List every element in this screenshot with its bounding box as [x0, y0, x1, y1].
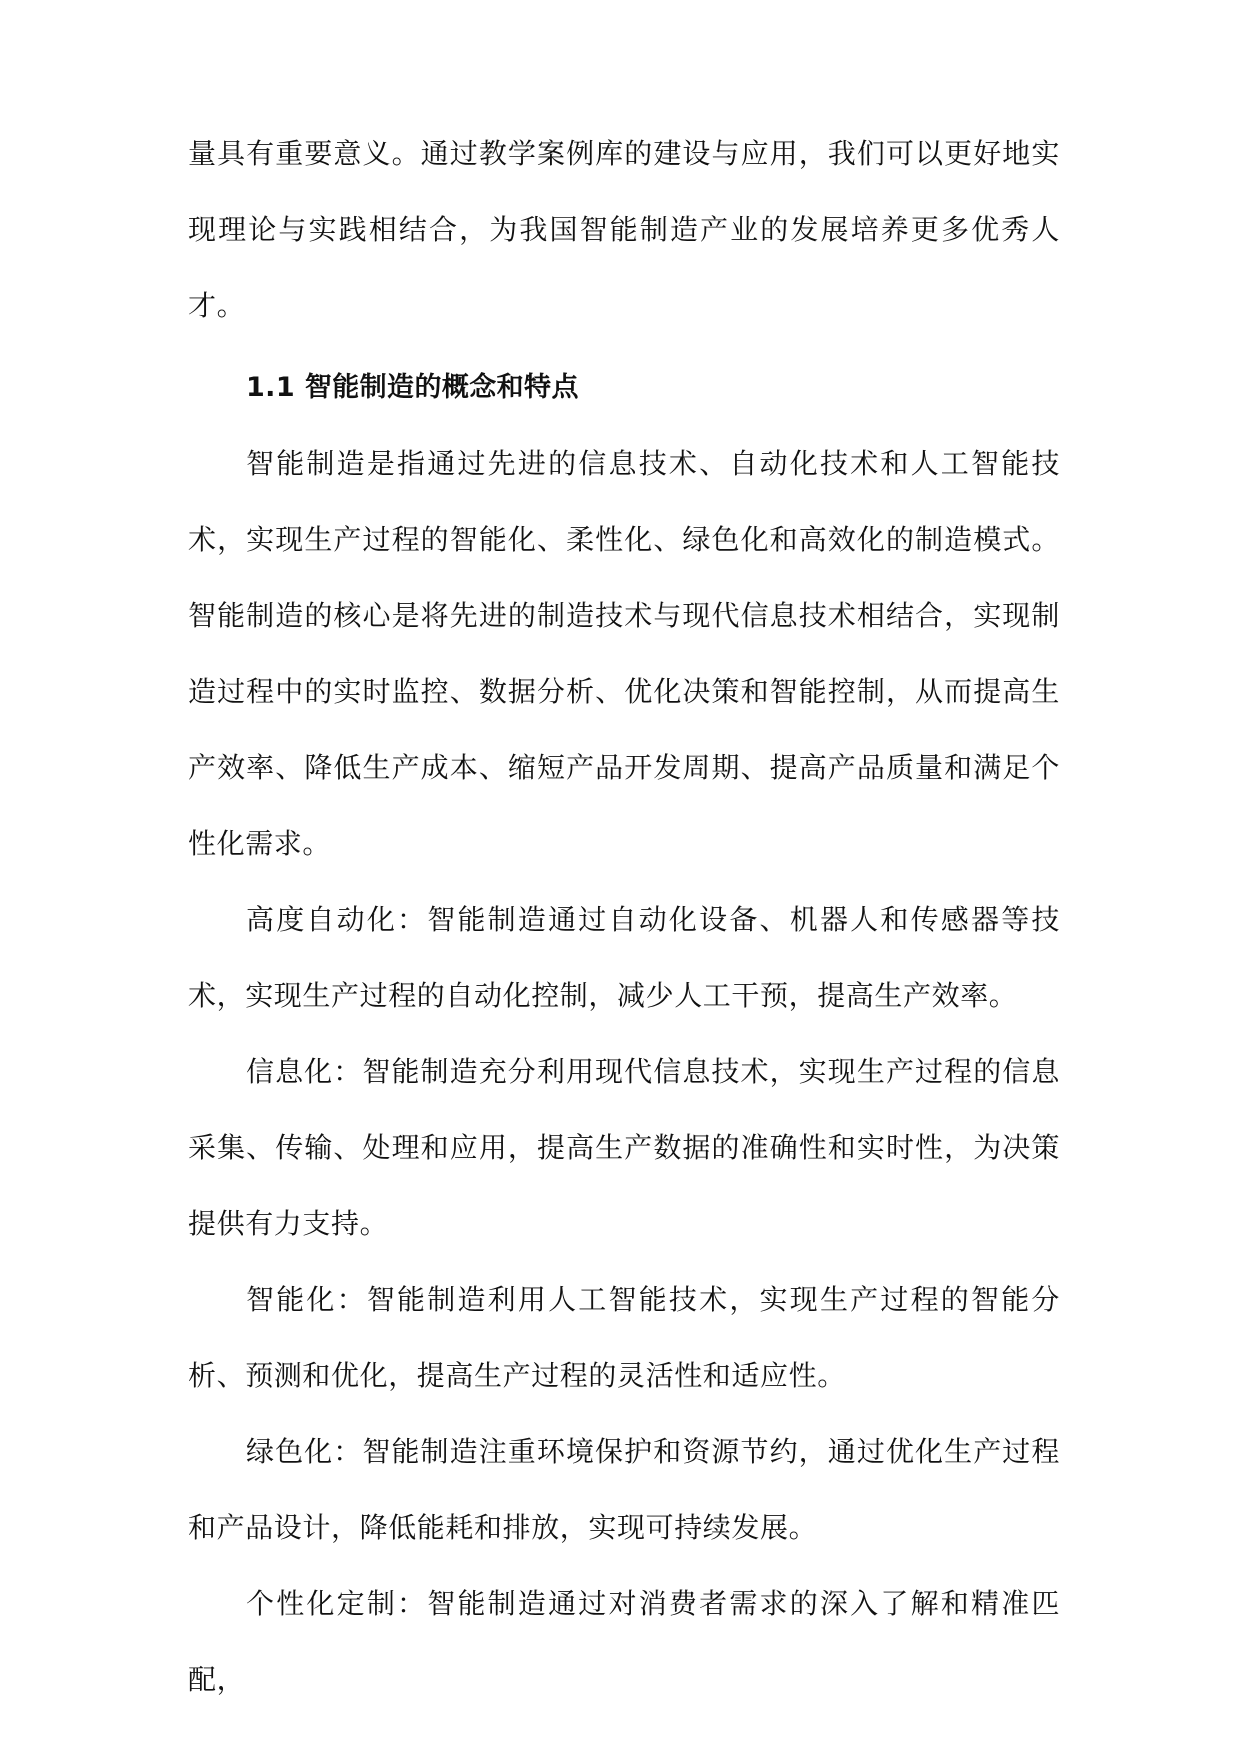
document-body	[188, 116, 1060, 1718]
paragraph-informatization: 信息化：智能制造充分利用现代信息技术，实现生产过程的信息采集、传输、处理和应用，提高生产数据的准确性和实时性，为决策提供有力支持。	[188, 1055, 1060, 1240]
paragraph-intelligence: 智能化：智能制造利用人工智能技术，实现生产过程的智能分析、预测和优化，提高生产过程的灵活性和适应性。	[188, 1283, 1060, 1392]
paragraph-definition: 智能制造是指通过先进的信息技术、自动化技术和人工智能技术，实现生产过程的智能化、柔性化、绿色化和高效化的制造模式。智能制造的核心是将先进的制造技术与现代信息技术相结合，实现制造过程中的实时监控、数据分析、优化决策和智能控制，从而提高生产效率、降低生产成本、缩短产品开发周期、提高产品质量和满足个性化需求。	[188, 447, 1060, 860]
paragraph-automation: 高度自动化：智能制造通过自动化设备、机器人和传感器等技术，实现生产过程的自动化控制，减少人工干预，提高生产效率。	[188, 903, 1060, 1012]
section-number: 1.1	[246, 372, 296, 403]
section-heading	[188, 350, 1060, 426]
section-title: 智能制造的概念和特点	[304, 372, 579, 403]
continuation-paragraph: 量具有重要意义。通过教学案例库的建设与应用，我们可以更好地实现理论与实践相结合，为我国智能制造产业的发展培养更多优秀人才。	[188, 137, 1060, 322]
paragraph-green: 绿色化：智能制造注重环境保护和资源节约，通过优化生产过程和产品设计，降低能耗和排放，实现可持续发展。	[188, 1435, 1060, 1544]
paragraph-customization: 个性化定制：智能制造通过对消费者需求的深入了解和精准匹配，	[188, 1587, 1060, 1696]
